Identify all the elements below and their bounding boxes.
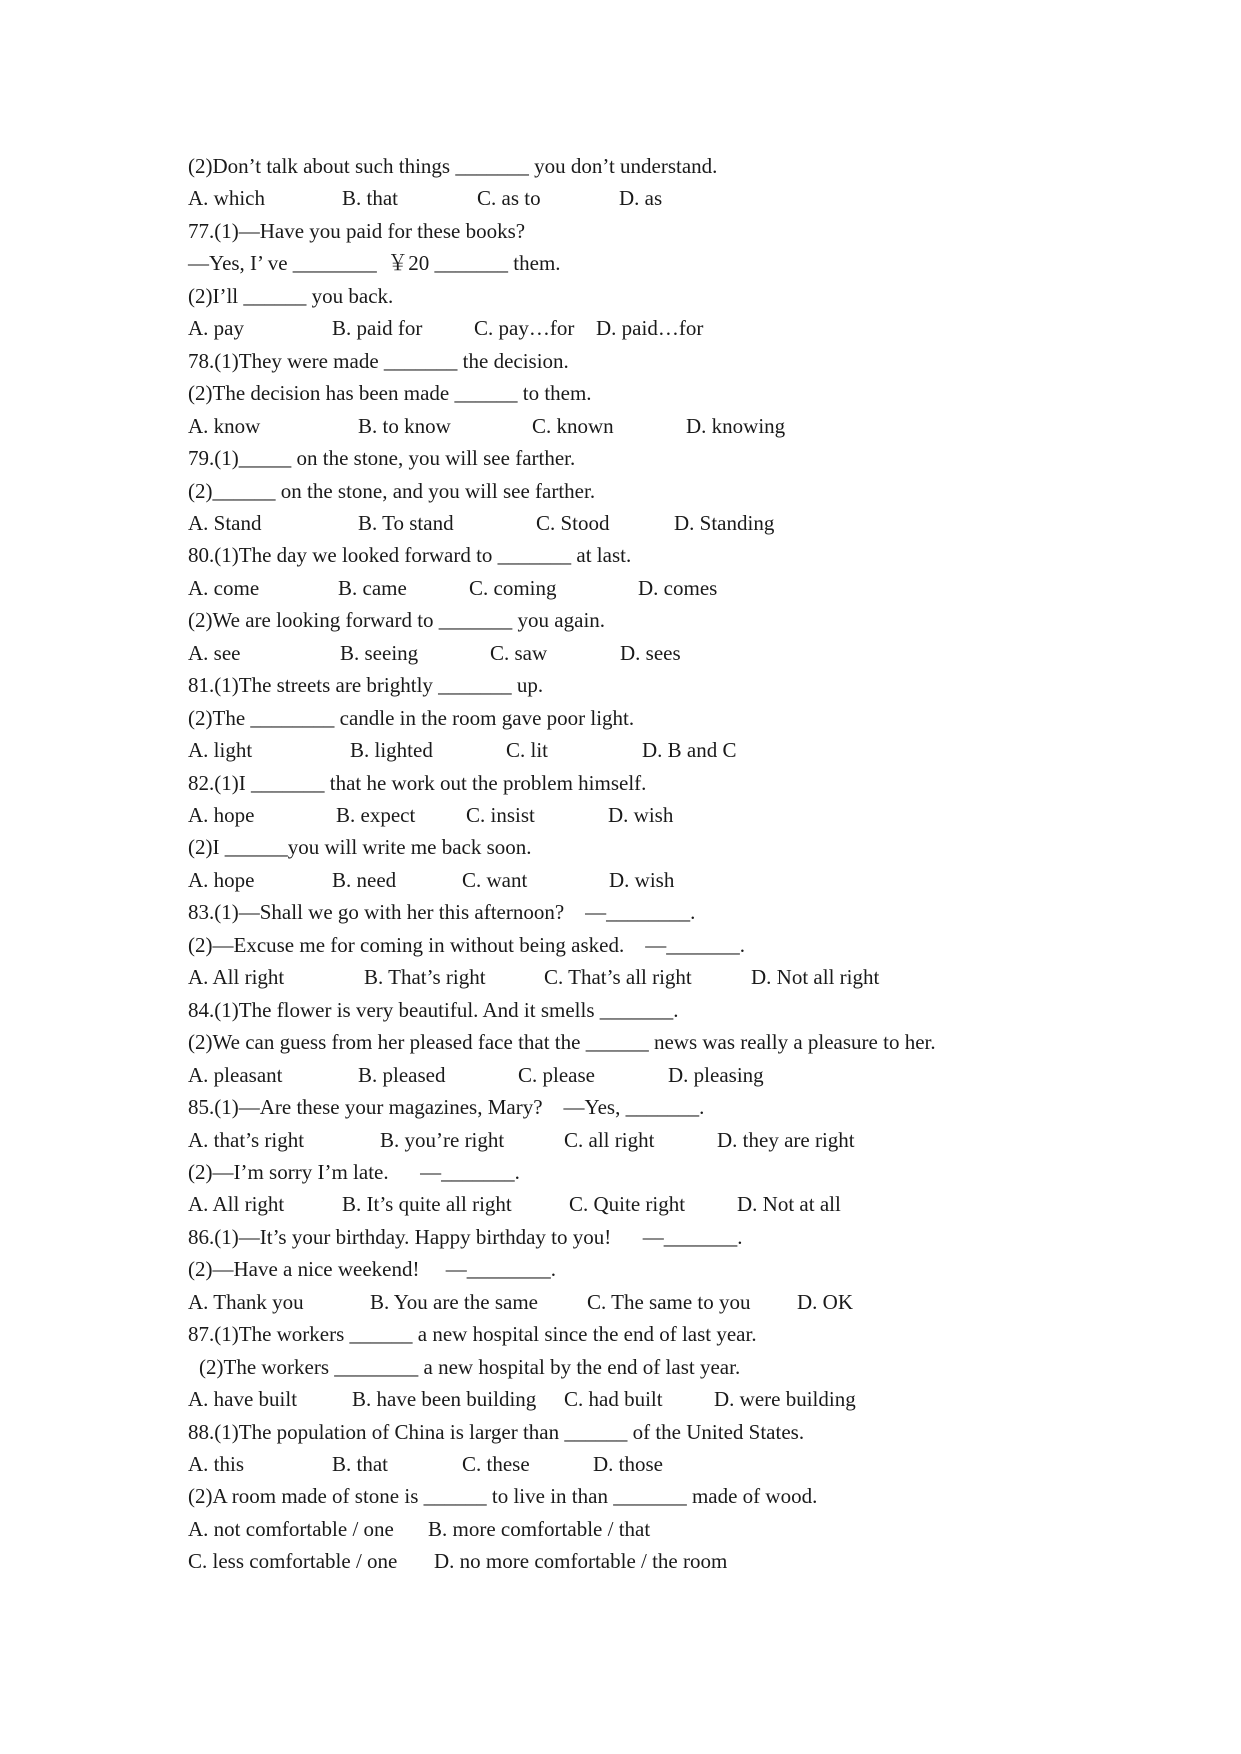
option-d: D. Standing xyxy=(674,511,775,535)
question-line: (2)I ______you will write me back soon. xyxy=(188,835,532,859)
option-c: C. Stood xyxy=(536,511,610,535)
option-b: B. It’s quite all right xyxy=(342,1192,512,1216)
option-b: B. That’s right xyxy=(364,965,486,989)
option-a: A. which xyxy=(188,186,265,210)
option-a: A. Thank you xyxy=(188,1290,304,1314)
option-c: C. saw xyxy=(490,641,548,665)
question-line: (2)—Have a nice weekend! —________. xyxy=(188,1257,556,1281)
question-line: (2)—I’m sorry I’m late. —_______. xyxy=(188,1160,520,1184)
question-line: 80.(1)The day we looked forward to _______ at last. xyxy=(188,543,632,567)
option-d: D. they are right xyxy=(717,1128,855,1152)
option-a: A. hope xyxy=(188,803,255,827)
option-a: C. less comfortable / one xyxy=(188,1549,398,1573)
option-d: D. B and C xyxy=(642,738,737,762)
option-b: B. need xyxy=(332,868,397,892)
question-line: (2)Don’t talk about such things _______ you don’t understand. xyxy=(188,154,718,178)
question-line: 86.(1)—It’s your birthday. Happy birthday to you! —_______. xyxy=(188,1225,743,1249)
option-c: C. want xyxy=(462,868,528,892)
option-d: D. pleasing xyxy=(668,1063,764,1087)
option-a: A. that’s right xyxy=(188,1128,305,1152)
question-line: (2)A room made of stone is ______ to live in than _______ made of wood. xyxy=(188,1484,818,1508)
question-line: (2)—Excuse me for coming in without being asked. —_______. xyxy=(188,933,745,957)
question-line: 79.(1)_____ on the stone, you will see farther. xyxy=(188,446,576,470)
option-a: A. pleasant xyxy=(188,1063,283,1087)
option-d: D. those xyxy=(593,1452,663,1476)
option-c: C. all right xyxy=(564,1128,655,1152)
option-a: A. not comfortable / one xyxy=(188,1517,394,1541)
option-a: A. Stand xyxy=(188,511,262,535)
option-c: C. as to xyxy=(477,186,541,210)
option-c: C. insist xyxy=(466,803,535,827)
option-d: D. were building xyxy=(714,1387,856,1411)
option-d: D. comes xyxy=(638,576,718,600)
option-b: B. have been building xyxy=(352,1387,537,1411)
option-c: C. known xyxy=(532,414,614,438)
option-c: C. coming xyxy=(469,576,557,600)
question-line: (2)I’ll ______ you back. xyxy=(188,284,394,308)
option-d: D. wish xyxy=(609,868,675,892)
option-a: A. see xyxy=(188,641,241,665)
option-b: B. to know xyxy=(358,414,451,438)
question-line: (2)The workers ________ a new hospital by the end of last year. xyxy=(199,1355,741,1379)
question-line: 85.(1)—Are these your magazines, Mary? —Yes, _______. xyxy=(188,1095,705,1119)
option-d: D. knowing xyxy=(686,414,786,438)
option-b: B. that xyxy=(342,186,398,210)
option-a: A. All right xyxy=(188,1192,285,1216)
option-c: C. had built xyxy=(564,1387,663,1411)
question-line: 81.(1)The streets are brightly _______ up. xyxy=(188,673,544,697)
question-line: (2)We can guess from her pleased face that the ______ news was really a pleasure to her. xyxy=(188,1030,936,1054)
option-c: C. these xyxy=(462,1452,530,1476)
option-a: A. light xyxy=(188,738,253,762)
option-c: C. Quite right xyxy=(569,1192,686,1216)
option-d: D. wish xyxy=(608,803,674,827)
option-a: A. pay xyxy=(188,316,244,340)
option-c: C. please xyxy=(518,1063,595,1087)
option-b: B. that xyxy=(332,1452,388,1476)
option-d: D. OK xyxy=(797,1290,853,1314)
option-d: D. sees xyxy=(620,641,681,665)
question-line: 78.(1)They were made _______ the decision. xyxy=(188,349,569,373)
question-line: 82.(1)I _______ that he work out the problem himself. xyxy=(188,771,647,795)
question-line: 83.(1)—Shall we go with her this afternoon? —________. xyxy=(188,900,696,924)
option-b: B. pleased xyxy=(358,1063,446,1087)
option-a: A. this xyxy=(188,1452,245,1476)
question-line: (2)We are looking forward to _______ you again. xyxy=(188,608,606,632)
option-b: D. no more comfortable / the room xyxy=(434,1549,728,1573)
option-a: A. All right xyxy=(188,965,285,989)
option-a: A. come xyxy=(188,576,260,600)
option-a: A. have built xyxy=(188,1387,298,1411)
option-b: B. expect xyxy=(336,803,416,827)
question-line: (2)The ________ candle in the room gave poor light. xyxy=(188,706,635,730)
option-c: C. pay…for xyxy=(474,316,575,340)
question-line: —Yes, I’ ve ________ ￥20 _______ them. xyxy=(188,251,561,275)
question-line: 84.(1)The flower is very beautiful. And it smells _______. xyxy=(188,998,679,1022)
option-a: A. know xyxy=(188,414,261,438)
option-b: B. came xyxy=(338,576,407,600)
option-b: B. lighted xyxy=(350,738,433,762)
option-d: D. Not at all xyxy=(737,1192,841,1216)
option-d: D. as xyxy=(619,186,663,210)
option-b: B. You are the same xyxy=(370,1290,538,1314)
option-d: D. Not all right xyxy=(751,965,880,989)
question-line: 87.(1)The workers ______ a new hospital since the end of last year. xyxy=(188,1322,757,1346)
option-c: C. The same to you xyxy=(587,1290,751,1314)
option-b: B. paid for xyxy=(332,316,423,340)
option-c: C. That’s all right xyxy=(544,965,692,989)
option-d: D. paid…for xyxy=(596,316,704,340)
question-line: 88.(1)The population of China is larger than ______ of the United States. xyxy=(188,1420,805,1444)
option-a: A. hope xyxy=(188,868,255,892)
question-line: (2)______ on the stone, and you will see farther. xyxy=(188,479,596,503)
option-b: B. seeing xyxy=(340,641,419,665)
option-b: B. To stand xyxy=(358,511,454,535)
option-c: C. lit xyxy=(506,738,549,762)
option-b: B. more comfortable / that xyxy=(428,1517,651,1541)
question-line: (2)The decision has been made ______ to them. xyxy=(188,381,592,405)
option-b: B. you’re right xyxy=(380,1128,505,1152)
question-line: 77.(1)—Have you paid for these books? xyxy=(188,219,526,243)
